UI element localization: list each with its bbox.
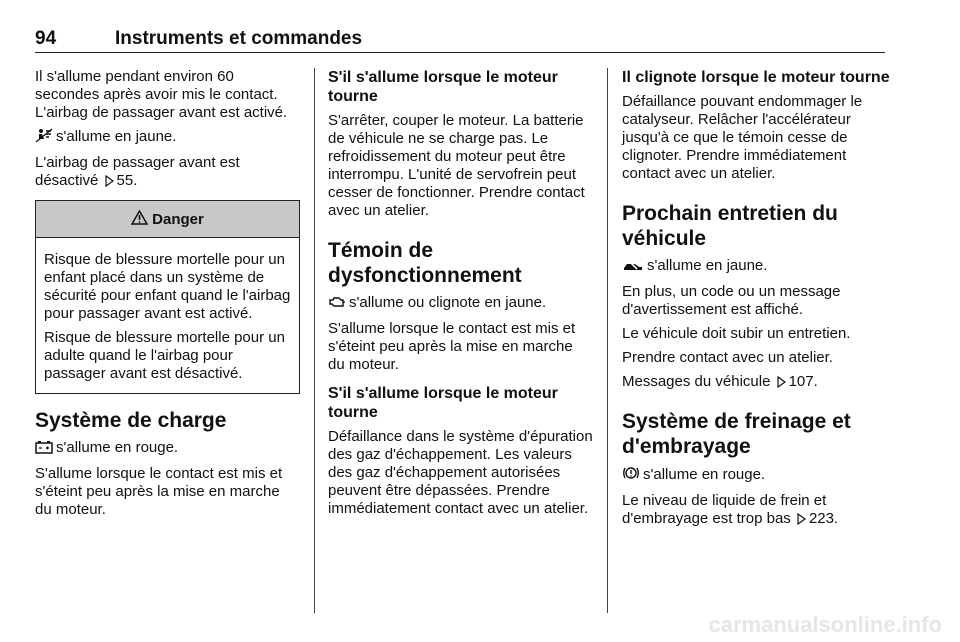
paragraph: S'allume lorsque le contact est mis et s'éteint peu après la mise en marche du moteur.	[328, 320, 576, 373]
brake-status-text: s'allume en rouge.	[643, 466, 766, 483]
danger-body	[36, 238, 299, 393]
paragraph	[622, 257, 890, 277]
service-status-text: s'allume en jaune.	[647, 257, 768, 274]
column-right	[622, 68, 890, 536]
page-number: 94	[35, 28, 57, 49]
service-wrench-icon	[622, 259, 644, 277]
subheading: S'il s'allume lorsque le moteur tourne	[328, 385, 558, 421]
column-divider	[607, 68, 608, 613]
paragraph: En plus, un code ou un message d'avertissement est affiché.	[622, 283, 841, 318]
airbag-status-text: s'allume en jaune.	[56, 128, 177, 145]
page-ref-arrow-icon	[797, 512, 807, 530]
danger-title: Danger	[152, 210, 204, 228]
page-ref[interactable]: 107.	[788, 373, 818, 390]
dysfunction-status-text: s'allume ou clignote en jaune.	[349, 294, 547, 311]
paragraph	[622, 492, 890, 530]
paragraph	[35, 439, 300, 459]
paragraph	[35, 128, 300, 148]
column-divider	[314, 68, 315, 613]
paragraph	[328, 294, 593, 314]
section-heading-charge: Système de charge	[35, 409, 227, 432]
paragraph: Il s'allume pendant environ 60 secondes après avoir mis le contact. L'airbag de passager avant est activé.	[35, 68, 288, 121]
paragraph	[622, 373, 890, 393]
section-heading-brake: Système de freinage et d'embrayage	[622, 410, 851, 458]
page-header	[35, 22, 885, 53]
paragraph	[35, 154, 300, 192]
column-left	[35, 68, 300, 525]
subheading: Il clignote lorsque le moteur tourne	[622, 69, 890, 86]
brake-fluid-text: Le niveau de liquide de frein et d'embrayage est trop bas	[622, 492, 827, 527]
paragraph: S'allume lorsque le contact est mis et s'éteint peu après la mise en marche du moteur.	[35, 465, 283, 518]
page-ref[interactable]: 55.	[116, 172, 138, 189]
brake-warning-icon	[622, 465, 640, 486]
section-heading-dysfunction: Témoin de dysfonctionnement	[328, 239, 522, 287]
page-ref-arrow-icon	[105, 174, 115, 192]
paragraph: Prendre contact avec un atelier.	[622, 349, 833, 366]
page-ref-arrow-icon	[777, 375, 787, 393]
airbag-off-icon	[35, 128, 53, 148]
danger-box	[35, 200, 300, 394]
warning-triangle-icon	[131, 210, 148, 229]
paragraph: Défaillance pouvant endommager le catalyseur. Relâcher l'accélérateur jusqu'à ce que le témoin cesse de clignoter. Prendre immédiatement contact avec un atelier.	[622, 93, 863, 182]
subheading: S'il s'allume lorsque le moteur tourne	[328, 69, 558, 105]
battery-icon	[35, 440, 53, 459]
danger-header	[36, 201, 299, 238]
airbag-off-text: L'airbag de passager avant est désactivé	[35, 154, 240, 189]
page-title: Instruments et commandes	[115, 28, 363, 49]
paragraph: S'arrêter, couper le moteur. La batterie de véhicule ne se charge pas. Le refroidissement du moteur peut être interrompu. L'unité de servofrein peut cesser de fonctionner. Prendre contact avec un atelier.	[328, 112, 585, 219]
charge-status-text: s'allume en rouge.	[56, 439, 179, 456]
section-heading-service: Prochain entretien du véhicule	[622, 202, 838, 250]
column-middle	[328, 68, 593, 524]
vehicle-messages-text: Messages du véhicule	[622, 373, 771, 390]
paragraph	[622, 465, 890, 486]
paragraph: Le véhicule doit subir un entretien.	[622, 325, 851, 342]
page-ref[interactable]: 223.	[808, 510, 839, 527]
paragraph: Défaillance dans le système d'épuration des gaz d'échappement. Les valeurs des gaz d'échappement autorisées peuvent être dépassées. Prendre immédiatement contact avec un atelier.	[328, 428, 593, 517]
watermark: carmanualsonline.info	[708, 612, 942, 637]
danger-paragraph: Risque de blessure mortelle pour un enfant placé dans un système de sécurité pour enfant quand le l'airbag pour passager avant est activé.	[44, 251, 291, 322]
engine-check-icon	[328, 295, 346, 314]
danger-paragraph: Risque de blessure mortelle pour un adulte quand le l'airbag pour passager avant est désactivé.	[44, 329, 285, 382]
